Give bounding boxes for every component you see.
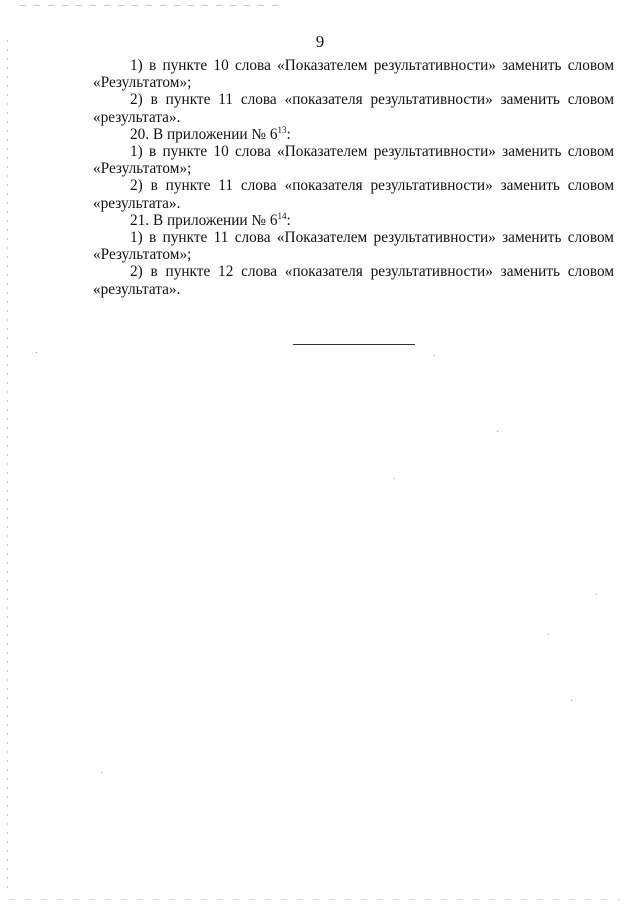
heading-text: 20. В приложении № 6 bbox=[130, 125, 278, 143]
heading-superscript: 13 bbox=[277, 124, 287, 135]
scan-artifact-bottom-edge bbox=[10, 899, 620, 900]
heading-suffix: : bbox=[286, 211, 291, 229]
heading-superscript: 14 bbox=[277, 210, 287, 221]
scan-speck bbox=[36, 352, 37, 353]
list-item: 1) в пункте 10 слова «Показателем результативности» заменить словом «Результатом»; bbox=[93, 143, 614, 178]
scan-artifact-left-edge bbox=[7, 40, 8, 890]
scan-speck bbox=[394, 478, 395, 479]
heading-text: 21. В приложении № 6 bbox=[130, 211, 278, 229]
scan-speck bbox=[101, 772, 102, 773]
list-item: 2) в пункте 11 слова «показателя результативности» заменить словом «результата». bbox=[93, 91, 614, 126]
page-number: 9 bbox=[315, 32, 325, 51]
scan-speck bbox=[571, 700, 572, 701]
scan-speck bbox=[548, 634, 549, 635]
document-body bbox=[93, 57, 614, 298]
list-item: 2) в пункте 11 слова «показателя результативности» заменить словом «результата». bbox=[93, 177, 614, 212]
end-of-document-rule bbox=[293, 344, 415, 345]
list-item: 1) в пункте 11 слова «Показателем результативности» заменить словом «Результатом»; bbox=[93, 229, 614, 264]
list-item: 2) в пункте 12 слова «показателя результативности» заменить словом «результата». bbox=[93, 263, 614, 298]
list-item: 1) в пункте 10 слова «Показателем результативности» заменить словом «Результатом»; bbox=[93, 57, 614, 92]
scan-speck bbox=[434, 355, 435, 356]
scan-artifact-top-edge bbox=[20, 5, 280, 6]
section-heading bbox=[93, 212, 614, 229]
scan-speck bbox=[596, 594, 597, 595]
section-heading bbox=[93, 126, 614, 143]
scan-speck bbox=[497, 431, 498, 432]
heading-suffix: : bbox=[286, 125, 291, 143]
